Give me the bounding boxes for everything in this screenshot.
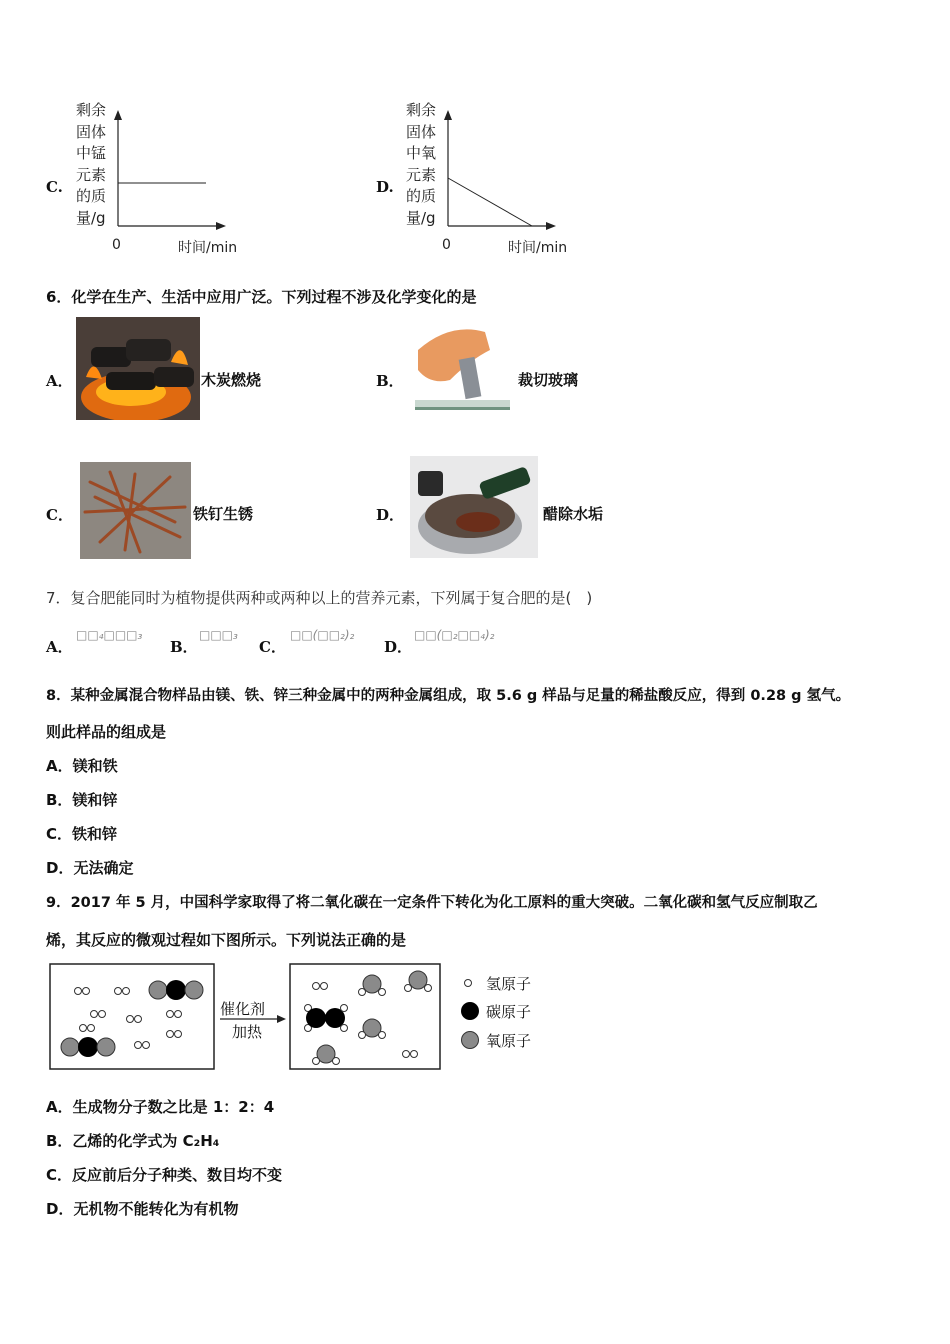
option-d-label: D. bbox=[376, 178, 394, 196]
graph-d-origin: 0 bbox=[442, 237, 451, 253]
q8-option-b: B．镁和锌 bbox=[46, 791, 118, 809]
legend-carbon-symbol bbox=[461, 1002, 479, 1020]
q6-d-text: 醋除水垢 bbox=[543, 505, 604, 523]
legend-oxygen-symbol bbox=[462, 1032, 479, 1049]
q8-stem-line2: 则此样品的组成是 bbox=[46, 723, 167, 741]
q8-option-a: A．镁和铁 bbox=[46, 757, 118, 775]
q8-option-c: C．铁和锌 bbox=[46, 825, 118, 843]
vinegar-kettle-image bbox=[410, 456, 538, 558]
legend-oxygen-label: 氧原子 bbox=[486, 1032, 532, 1050]
q6-b-text: 裁切玻璃 bbox=[518, 371, 579, 389]
ylabel-line: 固体 bbox=[76, 122, 107, 141]
q8-stem-line1: 8．某种金属混合物样品由镁、铁、锌三种金属中的两种金属组成，取 5.6 g 样品与足量的稀盐酸反应，得到 0.28 g 氢气。 bbox=[46, 688, 851, 704]
q7-c-label: C． bbox=[259, 638, 286, 656]
graph-d-ylabel bbox=[406, 100, 442, 229]
q7-b-formula: □□□₃ bbox=[199, 628, 238, 642]
q9-option-d: D．无机物不能转化为有机物 bbox=[46, 1200, 239, 1218]
q6-stem: 6．化学在生产、生活中应用广泛。下列过程不涉及化学变化的是 bbox=[46, 288, 477, 306]
q8-option-d: D．无法确定 bbox=[46, 859, 134, 877]
q7-d-label: D． bbox=[384, 638, 413, 656]
legend-hydrogen-symbol bbox=[465, 980, 472, 987]
graph-c-xlabel: 时间/min bbox=[178, 240, 238, 256]
q6-d-label: D． bbox=[376, 506, 405, 524]
graph-d-line bbox=[448, 178, 532, 226]
q6-a-text: 木炭燃烧 bbox=[201, 371, 262, 389]
q6-a-label: A． bbox=[46, 372, 73, 390]
rusty-nails-image bbox=[80, 462, 191, 559]
q6-b-label: B． bbox=[376, 372, 404, 390]
graph-c-origin: 0 bbox=[112, 237, 121, 253]
ylabel-line: 的质 bbox=[406, 187, 437, 205]
q9-option-a: A．生成物分子数之比是 1：2：4 bbox=[46, 1098, 275, 1116]
reaction-diagram bbox=[48, 962, 548, 1074]
option-c-label: C. bbox=[46, 178, 63, 196]
ylabel-line: 固体 bbox=[406, 122, 437, 141]
catalyst-label: 催化剂 bbox=[220, 1000, 266, 1018]
ylabel-line: 元素 bbox=[76, 165, 107, 184]
q7-b-label: B． bbox=[170, 638, 198, 656]
legend-carbon-label: 碳原子 bbox=[486, 1003, 532, 1021]
heat-label: 加热 bbox=[232, 1023, 263, 1041]
graph-c-axes bbox=[110, 108, 240, 233]
q7-a-formula: □□₄□□□₃ bbox=[76, 628, 143, 642]
q9-option-c: C．反应前后分子种类、数目均不变 bbox=[46, 1166, 283, 1184]
q7-d-formula: □□(□₂□□₄)₂ bbox=[414, 628, 495, 642]
ylabel-line: 剩余 bbox=[406, 101, 437, 119]
ylabel-line: 中氧 bbox=[406, 144, 437, 162]
ylabel-line: 元素 bbox=[406, 165, 437, 184]
q7-a-label: A． bbox=[46, 638, 73, 656]
q9-option-b: B．乙烯的化学式为 C₂H₄ bbox=[46, 1132, 220, 1150]
q6-c-text: 铁钉生锈 bbox=[193, 505, 254, 523]
ylabel-line: 量/g bbox=[406, 208, 436, 227]
q9-stem-line1: 9．2017 年 5 月，中国科学家取得了将二氧化碳在一定条件下转化为化工原料的重大突破。二氧化碳和氢气反应制取乙 bbox=[46, 895, 818, 911]
q6-c-label: C． bbox=[46, 506, 73, 524]
charcoal-burning-image bbox=[76, 317, 200, 420]
ylabel-line: 的质 bbox=[76, 187, 107, 205]
ylabel-line: 量/g bbox=[76, 208, 106, 227]
ylabel-line: 中锰 bbox=[76, 144, 107, 162]
graph-d-xlabel: 时间/min bbox=[508, 240, 568, 256]
graph-d-axes bbox=[440, 108, 570, 233]
glass-cutting-image bbox=[410, 320, 515, 420]
q7-c-formula: □□(□□₂)₂ bbox=[290, 628, 355, 642]
ylabel-line: 剩余 bbox=[76, 101, 107, 119]
q9-stem-line2: 烯，其反应的微观过程如下图所示。下列说法正确的是 bbox=[46, 931, 407, 949]
legend-hydrogen-label: 氢原子 bbox=[486, 975, 532, 993]
q7-stem: 7．复合肥能同时为植物提供两种或两种以上的营养元素，下列属于复合肥的是( ) bbox=[46, 589, 593, 607]
graph-c-ylabel bbox=[76, 100, 112, 229]
